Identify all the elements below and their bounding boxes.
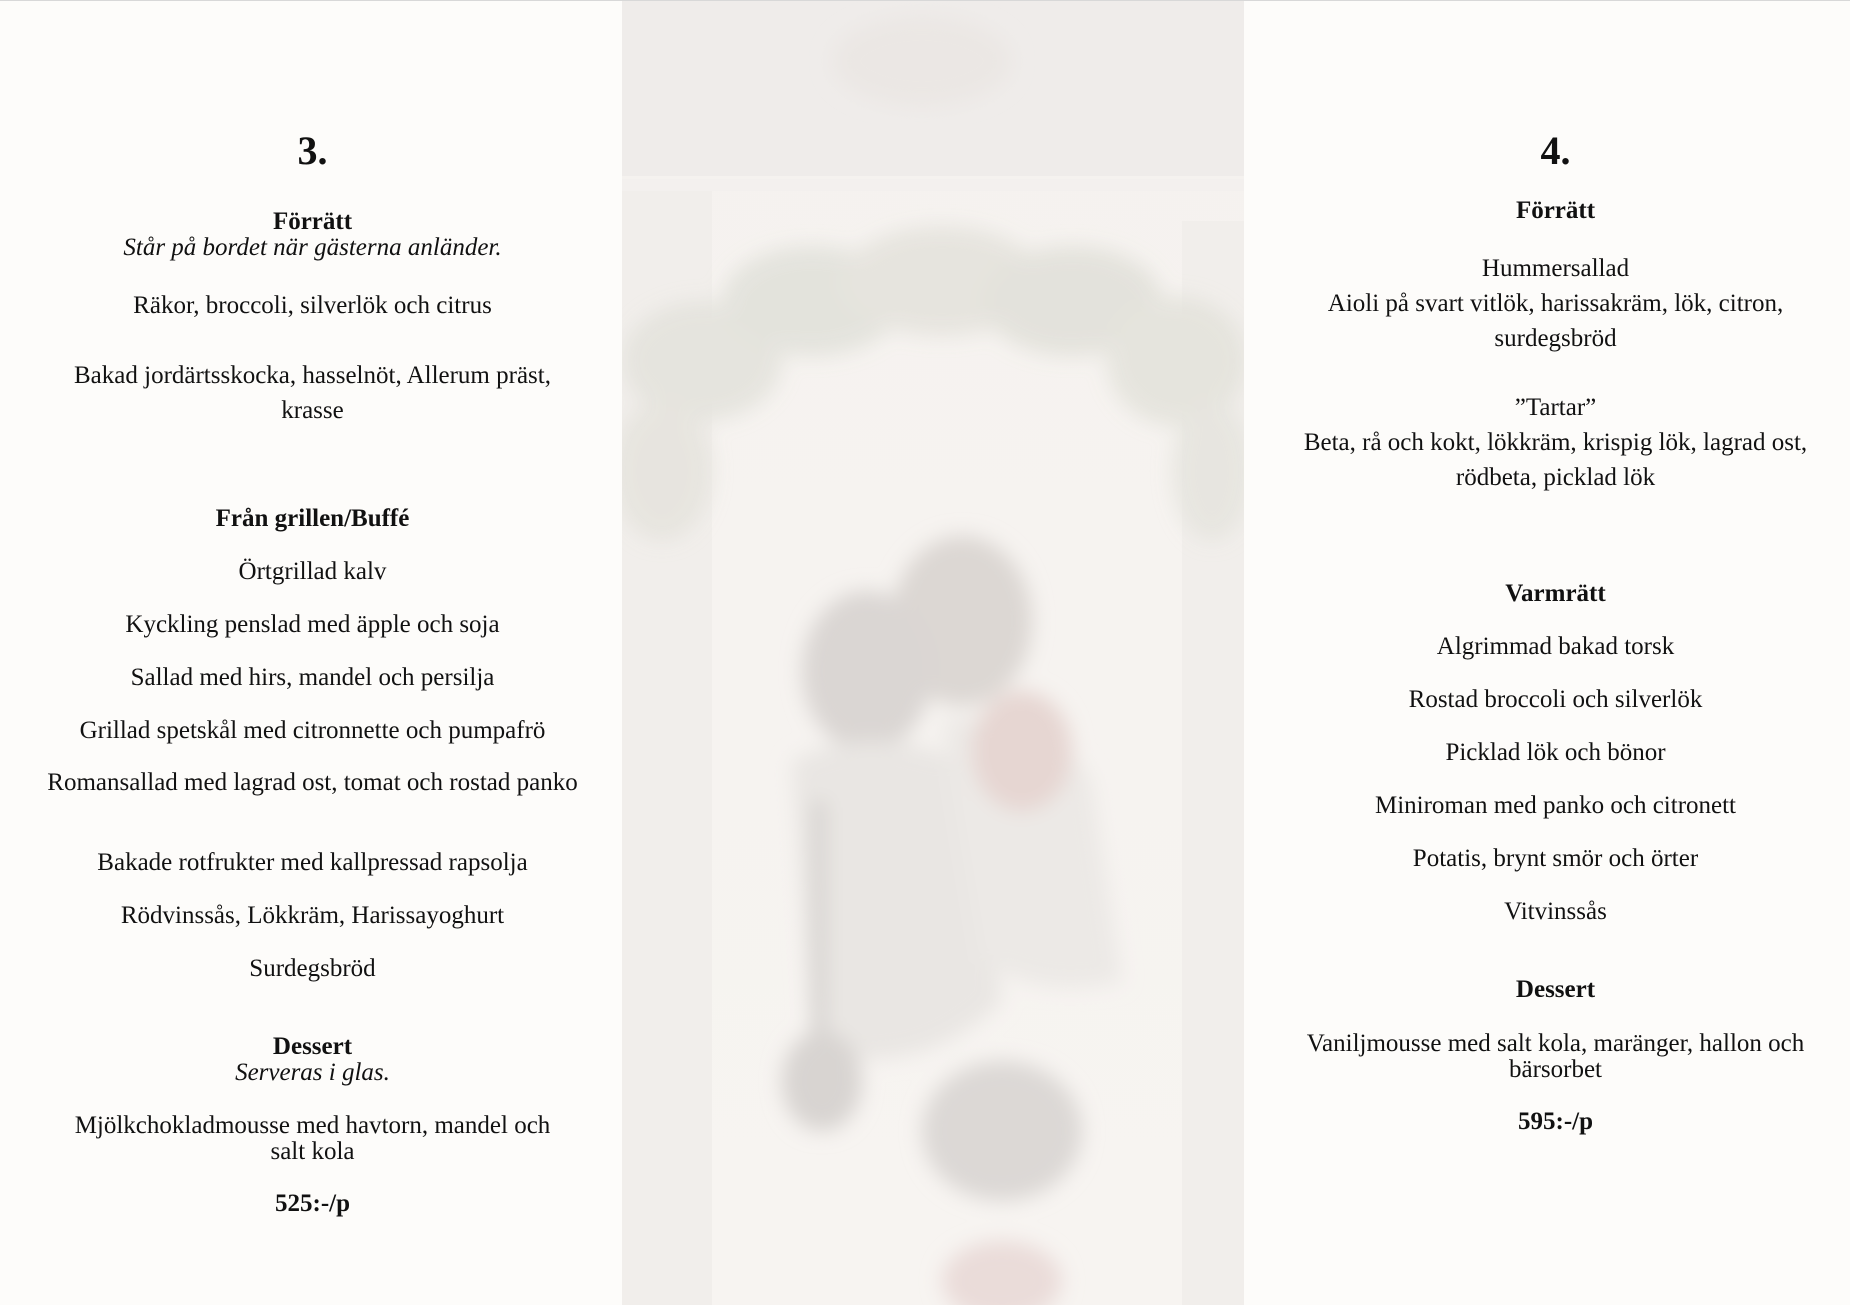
menu-4-price: 595:-/p <box>1518 1108 1593 1135</box>
menu-4-main-item: Rostad broccoli och silverlök <box>1408 686 1703 713</box>
menu-4-main-heading: Varmrätt <box>1505 580 1606 607</box>
menu-4-main-item: Miniroman med panko och citronett <box>1374 792 1737 819</box>
menu-4-starter-item-desc: Aioli på svart vitlök, harissakräm, lök, citron, surdegsbröd <box>1327 290 1784 352</box>
menu-3-dessert-note: Serveras i glas. <box>235 1059 390 1086</box>
menu-3-main-item: Surdegsbröd <box>249 955 376 982</box>
menu-3-dessert-item: Mjölkchokladmousse med havtorn, mandel och salt kola <box>74 1112 551 1165</box>
menu-3-main-item: Kyckling penslad med äpple och soja <box>125 611 500 638</box>
menu-4-starter-item-title: Hummersallad <box>1481 255 1630 282</box>
menu-4-starter-heading: Förrätt <box>1515 197 1596 224</box>
menu-3-dessert-heading: Dessert <box>272 1033 353 1060</box>
menu-4-starter-item-desc: Beta, rå och kokt, lökkräm, krispig lök, lagrad ost, rödbeta, picklad lök <box>1303 429 1808 491</box>
menu-3-main-item: Sallad med hirs, mandel och persilja <box>130 664 495 691</box>
menu-3-starter-item: Bakad jordärtsskocka, hasselnöt, Allerum präst, krasse <box>74 362 551 424</box>
menu-3-number: 3. <box>297 128 328 173</box>
menu-3-starter-item: Räkor, broccoli, silverlök och citrus <box>133 292 492 319</box>
menu-4-dessert-item: Vaniljmousse med salt kola, maränger, hallon och bärsorbet <box>1306 1030 1805 1083</box>
menu-3-main-item: Bakade rotfrukter med kallpressad rapsolja <box>97 849 528 876</box>
menu-3-main-item: Rödvinssås, Lökkräm, Harissayoghurt <box>120 902 505 929</box>
menu-4-dessert-heading: Dessert <box>1515 976 1596 1003</box>
menu-3-main-item: Örtgrillad kalv <box>238 558 387 585</box>
menu-4-main-item: Picklad lök och bönor <box>1445 739 1666 766</box>
menu-4-number: 4. <box>1540 128 1571 173</box>
menu-3-main-item: Romansallad med lagrad ost, tomat och rostad panko <box>47 769 578 796</box>
menu-3-price: 525:-/p <box>275 1190 350 1217</box>
photo-artwork <box>622 1 1244 1305</box>
menu-3-starter-note: Står på bordet när gästerna anländer. <box>123 234 502 261</box>
menu-3-main-heading: Från grillen/Buffé <box>215 505 410 532</box>
menu-4-main-item: Potatis, brynt smör och örter <box>1412 845 1699 872</box>
menu-3-starter-heading: Förrätt <box>272 208 353 235</box>
wedding-couple-photo <box>622 1 1244 1305</box>
menu-3-main-item: Grillad spetskål med citronnette och pumpafrö <box>79 717 546 744</box>
menu-4-starter-item-title: ”Tartar” <box>1514 394 1597 421</box>
menu-4-main-item: Algrimmad bakad torsk <box>1436 633 1675 660</box>
menu-4-main-item: Vitvinssås <box>1504 898 1607 925</box>
